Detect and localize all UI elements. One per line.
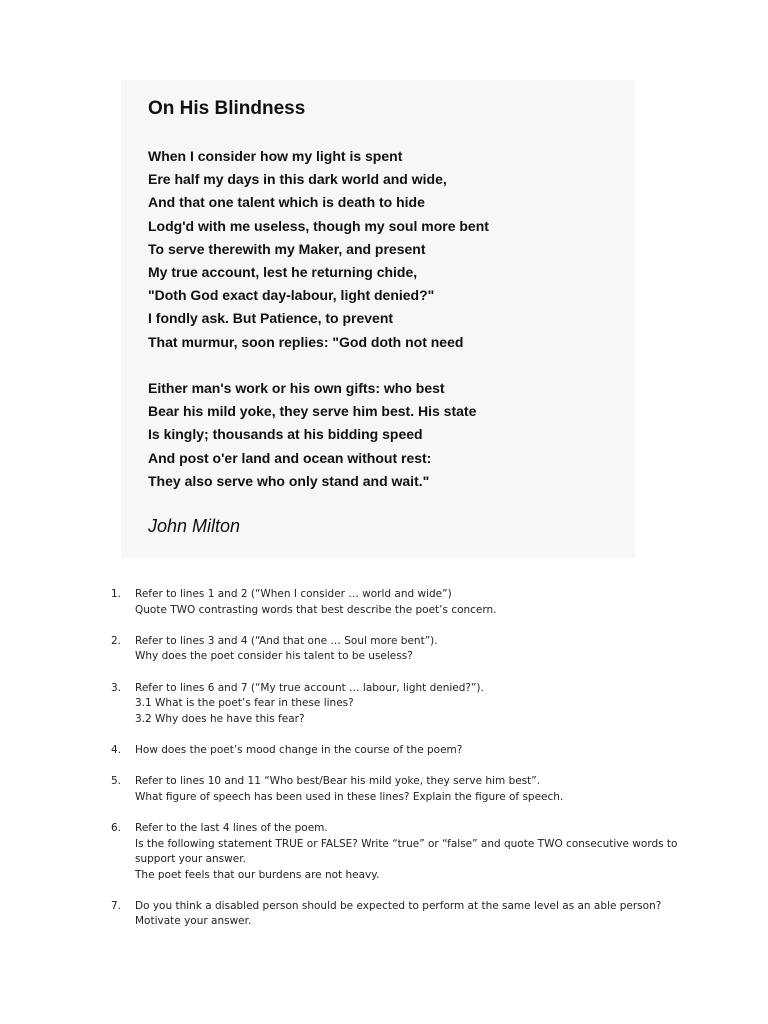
poem-title: On His Blindness (148, 98, 306, 119)
question-text: Do you think a disabled person should be expected to perform at the same level as an able person? (135, 899, 662, 912)
poem-line: Is kingly; thousands at his bidding speed (148, 426, 423, 443)
question-text: Refer to lines 6 and 7 (“My true account … labour, light denied?”). (135, 681, 484, 694)
question-number: 6. (111, 821, 122, 834)
poem-line: "Doth God exact day-labour, light denied?" (148, 287, 435, 304)
question-number: 1. (111, 588, 122, 600)
question-text: Refer to lines 1 and 2 (“When I consider … world and wide”) (135, 588, 452, 600)
poem-line: Bear his mild yoke, they serve him best. His state (148, 403, 477, 420)
question-text: The poet feels that our burdens are not heavy. (135, 868, 380, 881)
question-item (111, 587, 671, 618)
poem-line: My true account, lest he returning chide, (148, 263, 418, 280)
poem-author: John Milton (148, 516, 241, 536)
question-number: 7. (111, 899, 122, 912)
question-item (111, 899, 671, 930)
poem-line: And post o'er land and ocean without rest: (148, 449, 432, 466)
question-text: Quote TWO contrasting words that best describe the poet’s concern. (135, 603, 497, 616)
question-text: Is the following statement TRUE or FALSE? Write “true” or “false” and quote TWO consecutive words to (135, 837, 678, 850)
question-text: What figure of speech has been used in these lines? Explain the figure of speech. (135, 790, 564, 803)
question-text: Refer to the last 4 lines of the poem. (135, 821, 328, 834)
question-number: 4. (111, 743, 122, 756)
question-item (111, 634, 671, 665)
question-number: 5. (111, 775, 122, 788)
poem-line: That murmur, soon replies: "God doth not need (148, 333, 464, 350)
question-text: 3.1 What is the poet’s fear in these lines? (135, 697, 354, 710)
question-number: 3. (111, 681, 122, 694)
poem-stanza-1 (148, 145, 489, 354)
poem-line: And that one talent which is death to hide (148, 194, 425, 211)
question-item (111, 774, 671, 805)
poem-line: When I consider how my light is spent (148, 148, 403, 164)
poem-line: Either man's work or his own gifts: who best (148, 380, 445, 396)
question-text: Refer to lines 3 and 4 (“And that one … Soul more bent”). (135, 634, 438, 647)
question-text: Motivate your answer. (135, 915, 252, 928)
question-text: Why does the poet consider his talent to be useless? (135, 650, 413, 663)
question-item (111, 681, 671, 728)
poem-line: To serve therewith my Maker, and present (148, 240, 426, 257)
question-item (111, 821, 678, 883)
poem-line: Lodg'd with me useless, though my soul more bent (148, 217, 489, 234)
question-text: 3.2 Why does he have this fear? (135, 712, 305, 725)
question-number: 2. (111, 634, 122, 647)
question-text: Refer to lines 10 and 11 “Who best/Bear his mild yoke, they serve him best”. (135, 775, 541, 788)
poem-stanza-2 (148, 377, 476, 493)
poem-line: I fondly ask. But Patience, to prevent (148, 310, 394, 327)
question-text: How does the poet’s mood change in the course of the poem? (135, 743, 463, 756)
question-list (111, 587, 678, 946)
poem-line: They also serve who only stand and wait." (148, 472, 430, 489)
question-text: support your answer. (135, 853, 246, 866)
question-item (111, 743, 671, 759)
poem-line: Ere half my days in this dark world and wide, (148, 171, 447, 188)
